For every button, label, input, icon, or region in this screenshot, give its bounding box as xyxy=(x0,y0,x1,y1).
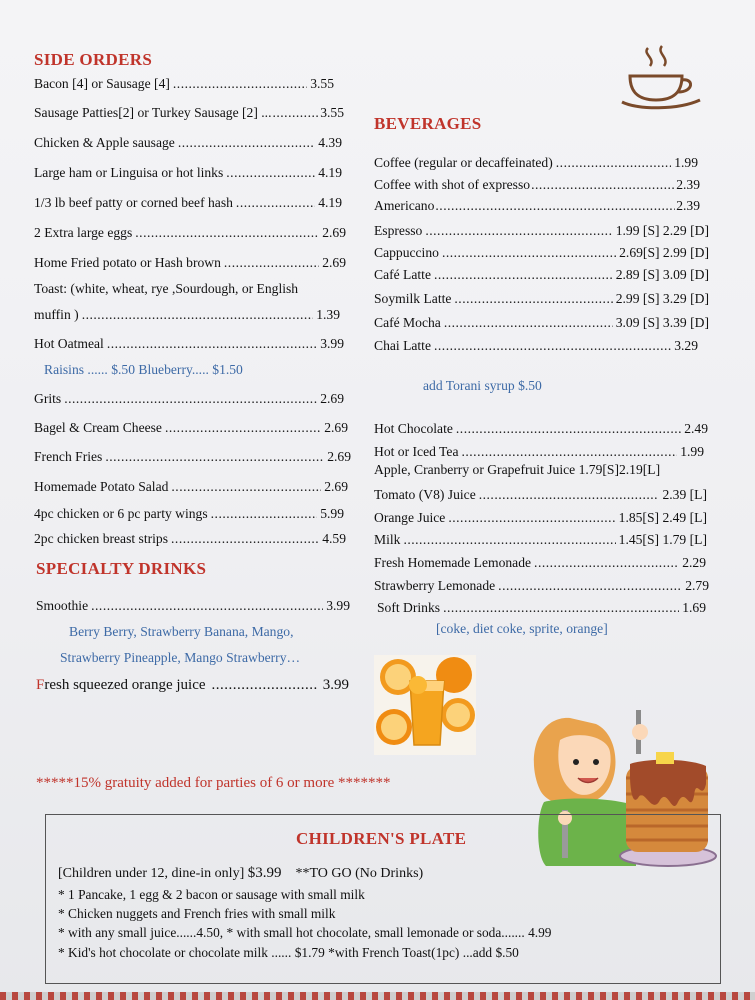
childrens-plate-option: * 1 Pancake, 1 egg & 2 bacon or sausage with small milk xyxy=(58,887,365,902)
menu-item: Coffee with shot of expresso ..... 2.39 xyxy=(374,176,700,193)
menu-item: Sausage Patties[2] or Turkey Sausage [2] ... ..... 3.55 xyxy=(34,104,344,121)
menu-item: Smoothie ..... 3.99 xyxy=(36,597,350,614)
menu-item: Home Fried potato or Hash brown ..... 2.69 xyxy=(34,254,346,271)
oatmeal-addons: Raisins ...... $.50 Blueberry..... $1.50 xyxy=(44,362,243,377)
side-orders-heading: SIDE ORDERS xyxy=(34,50,153,69)
specialty-drinks-heading: SPECIALTY DRINKS xyxy=(36,559,207,578)
menu-item: Large ham or Linguisa or hot links ..... 4.19 xyxy=(34,164,342,181)
smoothie-flavors-1: Berry Berry, Strawberry Banana, Mango, xyxy=(69,624,294,639)
childrens-plate-option: * Kid's hot chocolate or chocolate milk ...... $1.79 *with French Toast(1pc) ...add $.50 xyxy=(58,945,519,960)
menu-item: Coffee (regular or decaffeinated) ..... 1.99 xyxy=(374,154,698,171)
menu-item: Fresh Homemade Lemonade ..... 2.29 xyxy=(374,554,706,571)
soft-drinks-note: [coke, diet coke, sprite, orange] xyxy=(436,621,608,636)
gratuity-note: *****15% gratuity added for parties of 6 or more ******* xyxy=(36,775,391,791)
menu-item: Strawberry Lemonade ..... 2.79 xyxy=(374,577,709,594)
tablecloth-edge xyxy=(0,992,755,1000)
fresh-oj-item: Fresh squeezed orange juice ..... 3.99 xyxy=(36,677,349,694)
menu-item: Orange Juice ..... 1.85[S] 2.49 [L] xyxy=(374,509,707,526)
juice-item: Apple, Cranberry or Grapefruit Juice 1.79[S]2.19[L] xyxy=(374,462,661,477)
menu-item: 4pc chicken or 6 pc party wings ..... 5.99 xyxy=(34,505,344,522)
childrens-plate-option: * Chicken nuggets and French fries with small milk xyxy=(58,906,336,921)
menu-item: Soft Drinks ..... 1.69 xyxy=(377,599,706,616)
orange-juice-illustration xyxy=(374,655,476,755)
menu-item: Bacon [4] or Sausage [4] ..... 3.55 xyxy=(34,75,334,92)
beverages-heading: BEVERAGES xyxy=(374,114,482,133)
menu-item: Chicken & Apple sausage ..... 4.39 xyxy=(34,134,342,151)
menu-item: Chai Latte ..... 3.29 xyxy=(374,337,698,354)
coffee-cup-icon xyxy=(618,44,704,114)
menu-item: Americano ..... 2.39 xyxy=(374,197,700,214)
menu-item: Homemade Potato Salad ..... 2.69 xyxy=(34,478,348,495)
menu-item: Cappuccino ..... 2.69[S] 2.99 [D] xyxy=(374,244,709,261)
menu-item: Soymilk Latte ..... 2.99 [S] 3.29 [D] xyxy=(374,290,709,307)
smoothie-flavors-2: Strawberry Pineapple, Mango Strawberry… xyxy=(60,650,301,665)
menu-item: 1/3 lb beef patty or corned beef hash ..... 4.19 xyxy=(34,194,342,211)
menu-item: 2pc chicken breast strips ..... 4.59 xyxy=(34,530,346,547)
fresh-oj-first-letter: F xyxy=(36,677,45,693)
menu-item: 2 Extra large eggs ..... 2.69 xyxy=(34,224,346,241)
toast-line-1: Toast: (white, wheat, rye ,Sourdough, or English xyxy=(34,281,299,296)
menu-item: Milk ..... 1.45[S] 1.79 [L] xyxy=(374,531,707,548)
menu-item: Hot or Iced Tea ..... 1.99 xyxy=(374,443,704,460)
menu-item: Tomato (V8) Juice ..... 2.39 [L] xyxy=(374,486,707,503)
menu-item: Espresso ..... 1.99 [S] 2.29 [D] xyxy=(374,222,709,239)
childrens-plate-price: $3.99 xyxy=(247,865,282,881)
menu-item: Hot Chocolate ..... 2.49 xyxy=(374,420,708,437)
menu-item: Café Latte ..... 2.89 [S] 3.09 [D] xyxy=(374,266,709,283)
childrens-plate-option: * with any small juice......4.50, * with small hot chocolate, small lemonade or soda....... 4.99 xyxy=(58,925,552,940)
childrens-plate-header: [Children under 12, dine-in only] $3.99 **TO GO (No Drinks) xyxy=(58,865,424,881)
childrens-plate-heading: CHILDREN'S PLATE xyxy=(296,829,467,848)
menu-item: Bagel & Cream Cheese ..... 2.69 xyxy=(34,419,348,436)
menu-item: Hot Oatmeal ..... 3.99 xyxy=(34,335,344,352)
toast-line-2: muffin ) ..... 1.39 xyxy=(34,306,340,323)
torani-syrup-note: add Torani syrup $.50 xyxy=(423,378,542,393)
menu-item: Grits ..... 2.69 xyxy=(34,390,344,407)
menu-item: Café Mocha ..... 3.09 [S] 3.39 [D] xyxy=(374,314,709,331)
menu-item: French Fries ..... 2.69 xyxy=(34,448,351,465)
